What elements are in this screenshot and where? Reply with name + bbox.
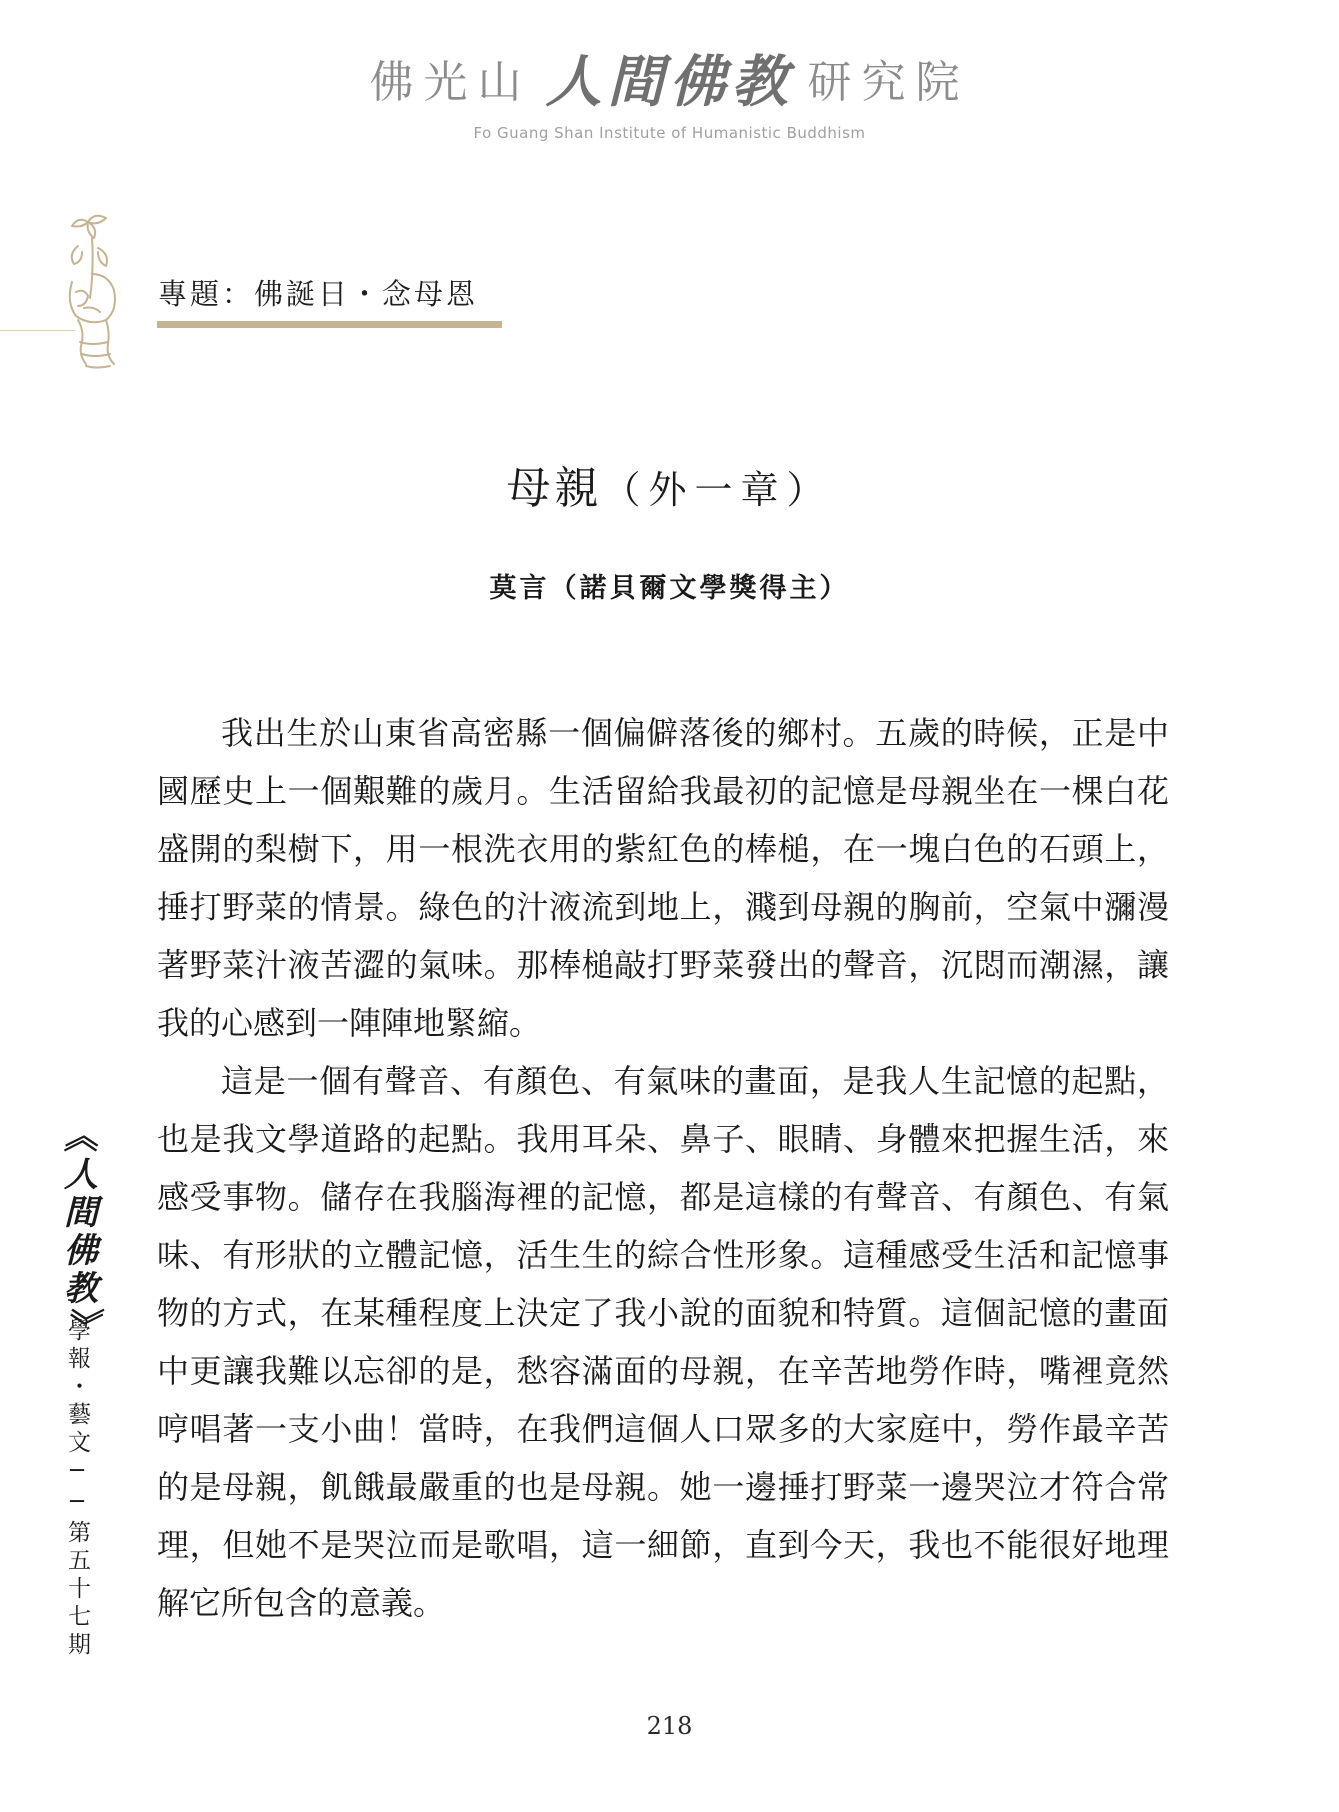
brand-calligraphy-text: 人間佛教 — [545, 49, 794, 115]
section-title-underline — [157, 321, 502, 328]
body-paragraph: 這是一個有聲音、有顏色、有氣味的畫面，是我人生記憶的起點，也是我文學道路的起點。我用耳朵、鼻子、眼睛、身體來把握生活，來感受事物。儲存在我腦海裡的記憶，都是這樣的有聲音、有顏色、有氣味、有形狀的立體記憶，活生生的綜合性形象。這種感受生活和記憶事物的方式，在某種程度上決定了我小說的面貌和特質。這個記憶的畫面中更讓我難以忘卻的是，愁容滿面的母親，在辛苦地勞作時，嘴裡竟然哼唱著一支小曲！當時，在我們這個人口眾多的大家庭中，勞作最辛苦的是母親，飢餓最嚴重的也是母親。她一邊捶打野菜一邊哭泣才符合常理，但她不是哭泣而是歌唱，這一細節，直到今天，我也不能很好地理解它所包含的意義。 — [157, 1062, 1169, 1622]
page-number: 218 — [646, 1712, 693, 1740]
article-title — [0, 452, 1339, 516]
brand-english-subtitle: Fo Guang Shan Institute of Humanistic Buddhism — [473, 124, 866, 142]
article-title-subtitle: （外一章） — [602, 468, 833, 512]
article-author: 莫言（諾貝爾文學獎得主） — [489, 573, 850, 604]
hand-holding-flower-icon — [58, 212, 146, 382]
section-title: 專題：佛誕日・念母恩 — [158, 277, 479, 311]
institute-brand — [370, 38, 970, 118]
side-journal-issue: 學報・藝文──第五十七期 — [64, 1318, 90, 1660]
article-title-main: 母親 — [506, 463, 603, 514]
side-journal-name: 《人間佛教》 — [57, 1118, 98, 1346]
brand-right-text: 研究院 — [807, 57, 970, 108]
institute-header — [0, 38, 1339, 142]
brand-left-text: 佛光山 — [369, 57, 532, 108]
article-body — [157, 704, 1169, 1632]
side-journal-title — [48, 1118, 108, 1346]
body-paragraph: 我出生於山東省高密縣一個偏僻落後的鄉村。五歲的時候，正是中國歷史上一個艱難的歲月。生活留給我最初的記憶是母親坐在一棵白花盛開的梨樹下，用一根洗衣用的紫紅色的棒槌，在一塊白色的石頭上，捶打野菜的情景。綠色的汁液流到地上，濺到母親的胸前，空氣中瀰漫著野菜汁液苦澀的氣味。那棒槌敲打野菜發出的聲音，沉悶而潮濕，讓我的心感到一陣陣地緊縮。 — [157, 714, 1169, 1042]
